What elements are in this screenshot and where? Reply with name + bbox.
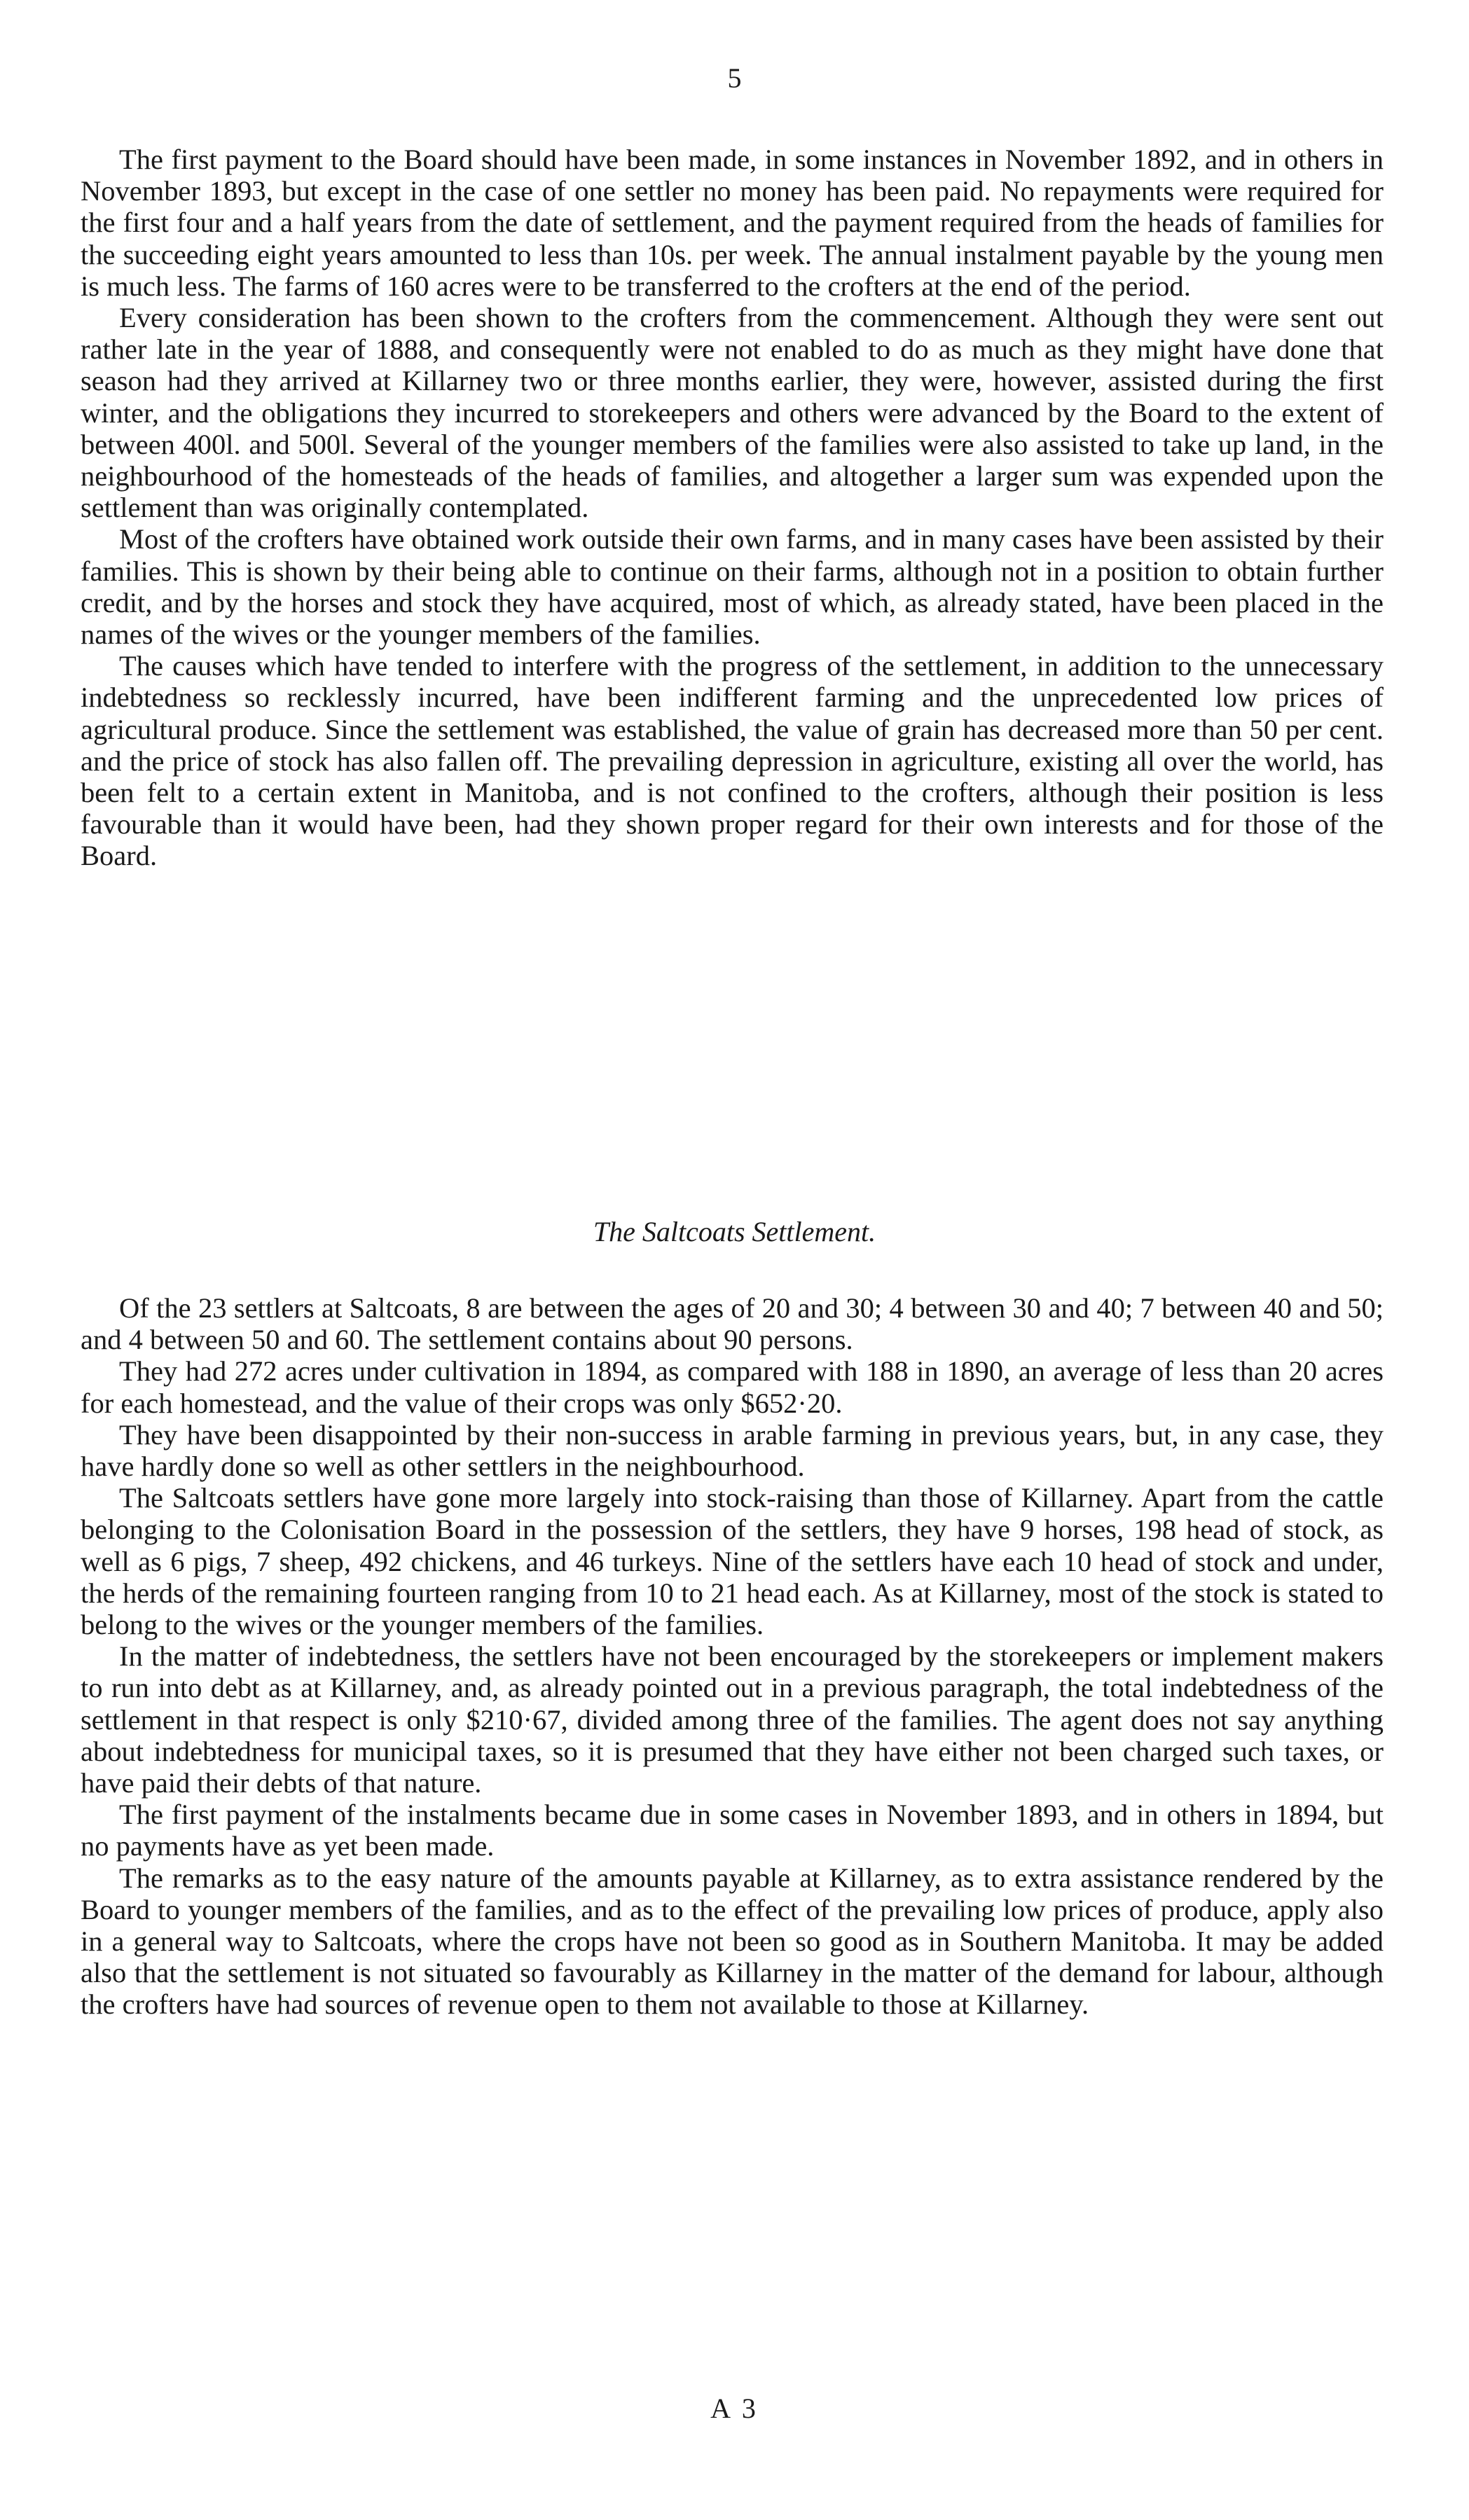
paragraph: The Saltcoats settlers have gone more largely into stock-raising than those of Killarney. Apart from the cattle belonging to the Colonisation Board in the possession of the settlers, they have 9 horses, 198 head of stock, as well as 6 pigs, 7 sheep, 492 chickens, and 46 turkeys. Nine of the settlers have each 10 head of stock and under, the herds of the remaining fourteen ranging from 10 to 21 head each. As at Killarney, most of the stock is stated to belong to the wives or the younger members of the families. — [81, 1482, 1384, 1641]
paragraph: The causes which have tended to interfere with the progress of the settlement, in addition to the unnecessary indebtedness so recklessly incurred, have been indifferent farming and the unprecedented low prices of agricultural produce. Since the settlement was established, the value of grain has decreased more than 50 per cent. and the price of stock has also fallen off. The prevailing depression in agriculture, existing all over the world, has been felt to a certain extent in Manitoba, and is not confined to the crofters, although their position is less favourable than it would have been, had they shown proper regard for their own interests and for those of the Board. — [81, 650, 1384, 872]
paragraph: Of the 23 settlers at Saltcoats, 8 are between the ages of 20 and 30; 4 between 30 and 40; 7 between 40 and 50; and 4 between 50 and 60. The settlement contains about 90 persons. — [81, 1292, 1384, 1356]
paragraph: Most of the crofters have obtained work outside their own farms, and in many cases have been assisted by their families. This is shown by their being able to continue on their farms, although not in a position to obtain further credit, and by the horses and stock they have acquired, most of which, as already stated, have been placed in the names of the wives or the younger members of the families. — [81, 523, 1384, 651]
paragraph: They have been disappointed by their non-success in arable farming in previous years, but, in any case, they have hardly done so well as other settlers in the neighbourhood. — [81, 1418, 1384, 1483]
section-saltcoats-body — [81, 1292, 1384, 2021]
section-killarney-body — [81, 144, 1384, 872]
paragraph: The first payment of the instalments became due in some cases in November 1893, and in others in 1894, but no payments have as yet been made. — [81, 1799, 1384, 1862]
paragraph: The remarks as to the easy nature of the amounts payable at Killarney, as to extra assistance rendered by the Board to younger members of the families, and as to the effect of the prevailing low prices of produce, apply also in a general way to Saltcoats, where the crops have not been so good as in Southern Manitoba. It may be added also that the settlement is not situated so favourably as Killarney in the matter of the demand for labour, although the crofters have had sources of revenue open to them not available to those at Killarney. — [81, 1862, 1384, 2021]
paragraph: The first payment to the Board should have been made, in some instances in November 1892, and in others in November 1893, but except in the case of one settler no money has been paid. No repayments were required for the first four and a half years from the date of settlement, and the payment required from the heads of families for the succeeding eight years amounted to less than 10s. per week. The annual instalment payable by the young men is much less. The farms of 160 acres were to be transferred to the crofters at the end of the period. — [81, 144, 1384, 302]
paragraph: Every consideration has been shown to the crofters from the commencement. Although they were sent out rather late in the year of 1888, and consequently were not enabled to do as much as they might have done that season had they arrived at Killarney two or three months earlier, they were, however, assisted during the first winter, and the obligations they incurred to storekeepers and others were advanced by the Board to the extent of between 400l. and 500l. Several of the younger members of the families were also assisted to take up land, in the neighbourhood of the homesteads of the heads of families, and altogether a larger sum was expended upon the settlement than was originally contemplated. — [81, 302, 1384, 524]
page-number: 5 — [727, 62, 742, 94]
paragraph: They had 272 acres under cultivation in 1894, as compared with 188 in 1890, an average of less than 20 acres for each homestead, and the value of their crops was only $652·20. — [81, 1355, 1384, 1419]
paragraph: In the matter of indebtedness, the settlers have not been encouraged by the storekeepers or implement makers to run into debt as at Killarney, and, as already pointed out in a previous paragraph, the total indebtedness of the settlement in that respect is only $210·67, divided among three of the families. The agent does not say anything about indebtedness for municipal taxes, so it is presumed that they have either not been charged such taxes, or have paid their debts of that nature. — [81, 1640, 1384, 1799]
printer-signature-mark: A 3 — [710, 2393, 759, 2424]
section-heading: The Saltcoats Settlement. — [593, 1216, 876, 1247]
